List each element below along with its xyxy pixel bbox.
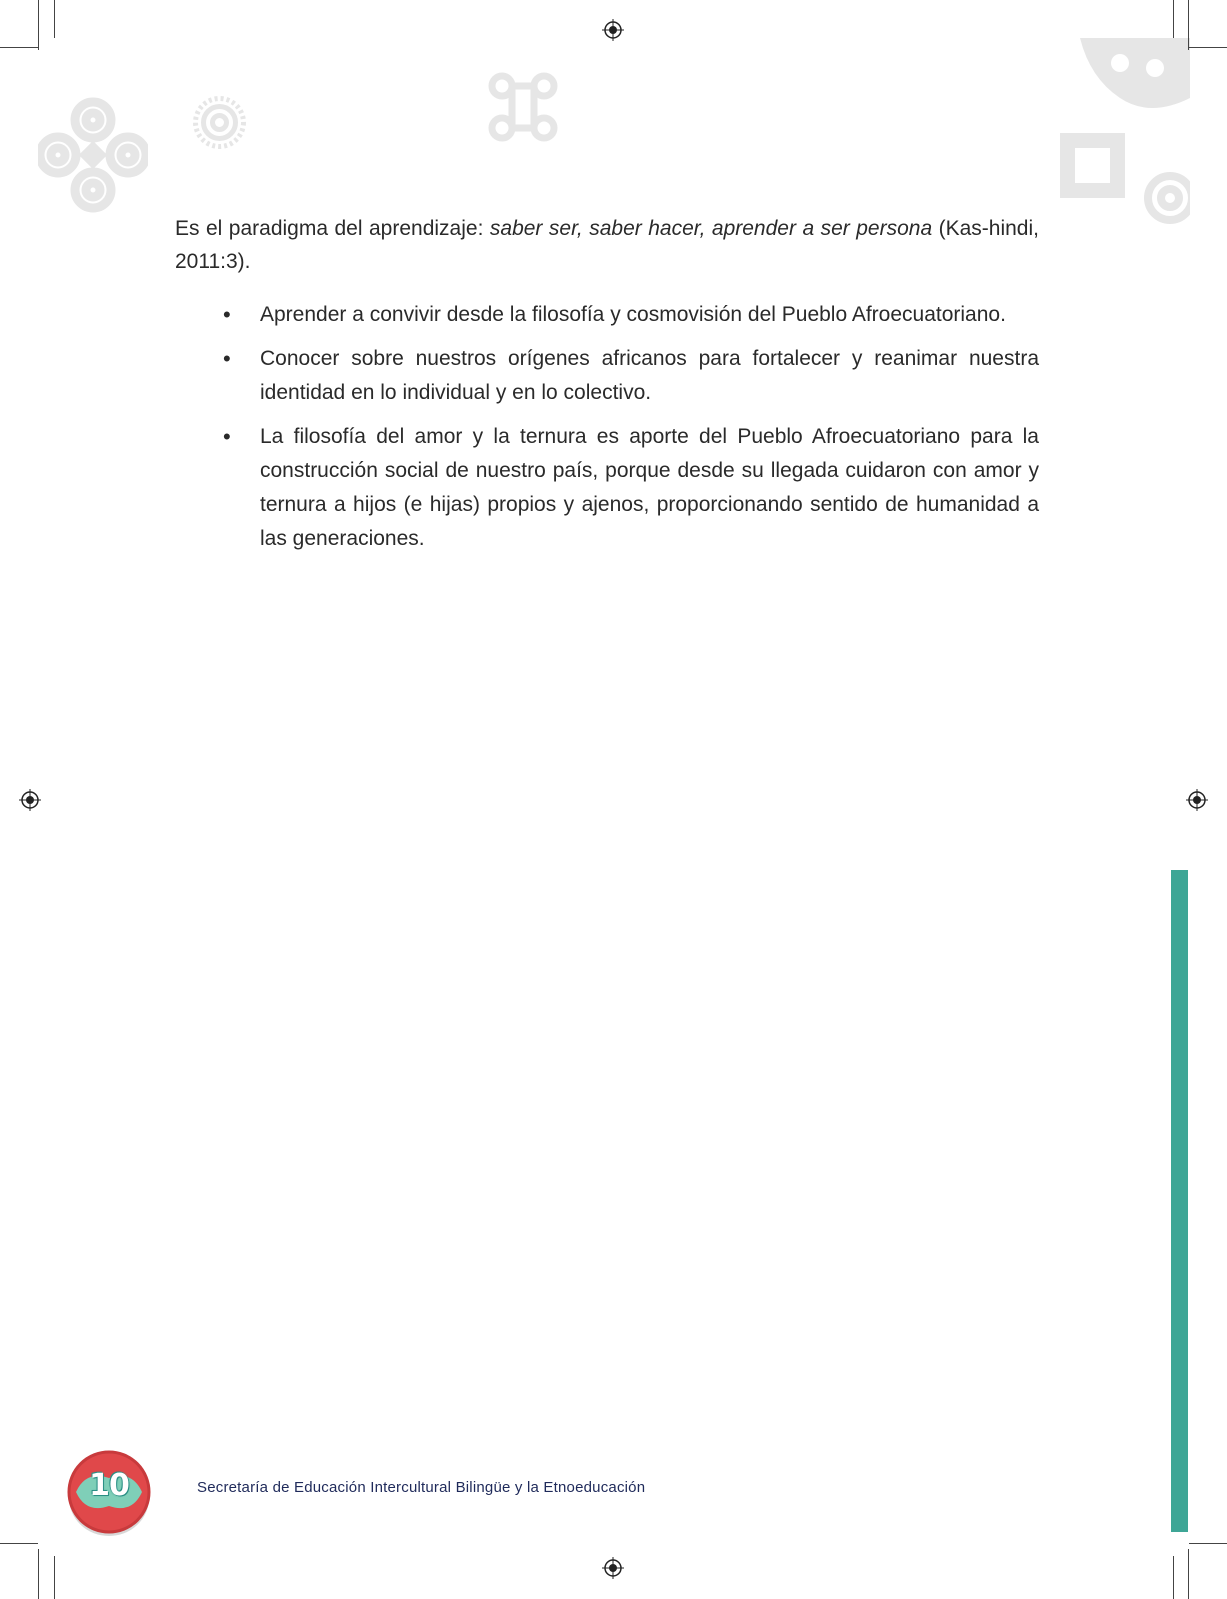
- list-item: [175, 420, 1039, 556]
- crop-mark: [1188, 0, 1189, 50]
- crop-mark: [1173, 1556, 1174, 1599]
- footer-publisher: Secretaría de Educación Intercultural Bilingüe y la Etnoeducación: [197, 1479, 646, 1496]
- list-item: [175, 342, 1039, 410]
- list-item-text: Conocer sobre nuestros orígenes africanos para fortalecer y reanimar nuestra identidad en lo individual y en lo colectivo.: [260, 347, 1039, 404]
- intro-text-before: Es el paradigma del aprendizaje:: [175, 217, 490, 240]
- list-item: [175, 298, 1039, 332]
- crop-mark: [38, 1549, 39, 1599]
- registration-mark-icon: [1186, 789, 1208, 811]
- crop-mark: [0, 1543, 38, 1544]
- page-number: 10: [89, 1468, 129, 1503]
- bullet-marker: •: [223, 302, 231, 327]
- list-item-text: La filosofía del amor y la ternura es aporte del Pueblo Afroecuatoriano para la construcción social de nuestro país, porque desde su llegada cuidaron con amor y ternura a hijos (e hijas) propios y ajenos, proporcionando sentido de humanidad a las generaciones.: [260, 425, 1039, 550]
- side-accent-bar: [1171, 870, 1188, 1532]
- registration-mark-icon: [602, 19, 624, 41]
- crop-mark: [54, 1556, 55, 1599]
- intro-text-italic: saber ser, saber hacer, aprender a ser persona: [489, 217, 933, 240]
- crop-mark: [54, 0, 55, 38]
- list-item-text: Aprender a convivir desde la filosofía y cosmovisión del Pueblo Afroecuatoriano.: [260, 303, 1006, 326]
- crop-mark: [1173, 0, 1174, 38]
- knot-ornament-icon: [488, 72, 558, 142]
- concentric-circle-ornament-icon: [192, 95, 247, 150]
- crop-mark: [1188, 1549, 1189, 1599]
- crop-mark: [0, 47, 38, 48]
- bullet-marker: •: [223, 424, 231, 449]
- intro-text-after: (Kas-hindi, 2011:3).: [175, 217, 1039, 273]
- intro-paragraph: [175, 212, 1039, 278]
- registration-mark-icon: [19, 789, 41, 811]
- registration-mark-icon: [602, 1557, 624, 1579]
- bullet-list: [175, 298, 1039, 566]
- crop-mark: [1189, 1543, 1227, 1544]
- corner-ornament-icon: [1050, 38, 1190, 248]
- crop-mark: [1189, 47, 1227, 48]
- crop-mark: [38, 0, 39, 50]
- bullet-marker: •: [223, 346, 231, 371]
- spiral-ornament-icon: [38, 95, 148, 215]
